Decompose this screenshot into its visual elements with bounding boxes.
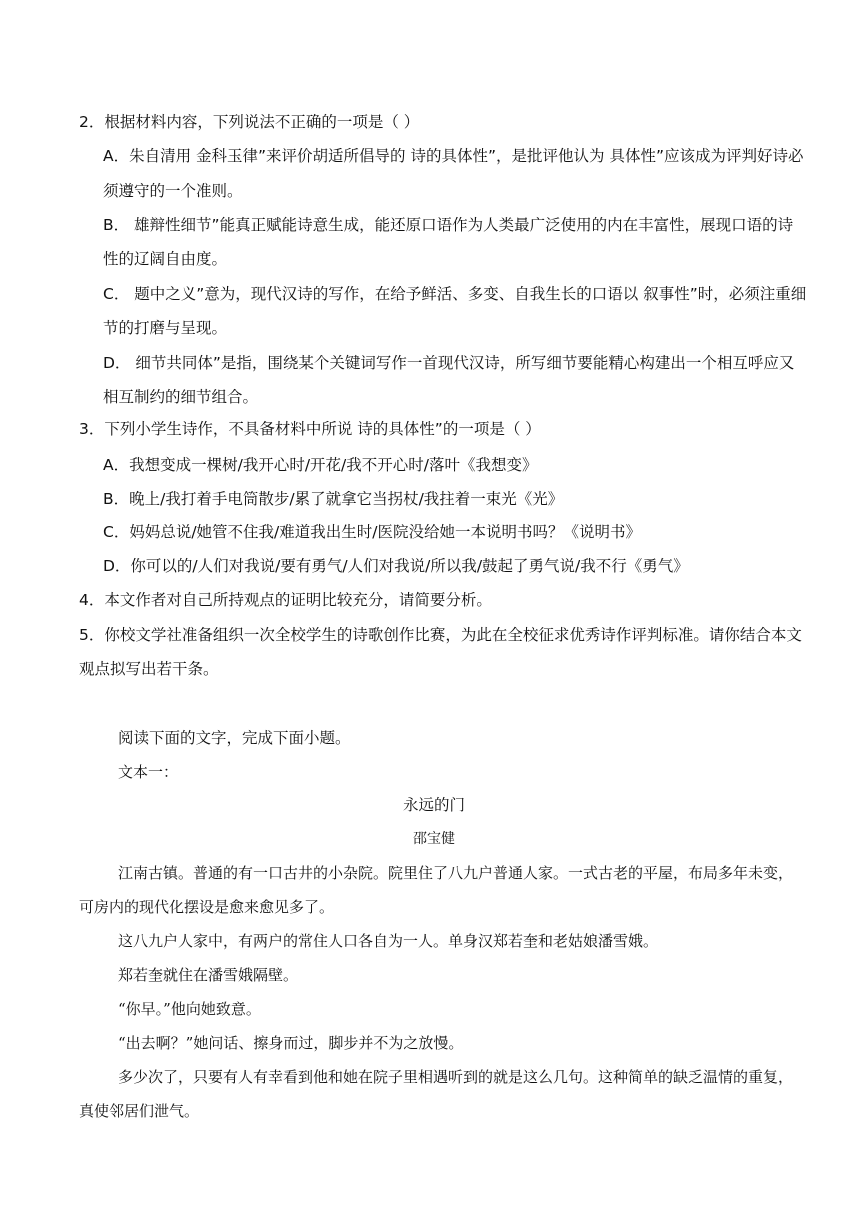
question-4: 4．本文作者对自己所持观点的证明比较充分，请简要分析。 — [79, 591, 492, 609]
passage-paragraph-1: 江南古镇。普通的有一口古井的小杂院。院里住了八九户普通人家。一式古老的平屋，布局多年未变， — [118, 864, 794, 882]
question-2-option-d: D． 细节共同体”是指，围绕某个关键词写作一首现代汉诗，所写细节要能精心构建出一个相互呼应又 — [103, 354, 795, 372]
question-3-option-d: D．你可以的/人们对我说/要有勇气/人们对我说/所以我/鼓起了勇气说/我不行《勇气》 — [103, 557, 689, 575]
passage-paragraph-5: “出去啊？”她问话、擦身而过，脚步并不为之放慢。 — [118, 1034, 464, 1052]
question-2-option-a: A．朱自清用 金科玉律”来评价胡适所倡导的 诗的具体性”，是批评他认为 具体性”应该成为评判好诗必 — [103, 147, 804, 165]
passage-paragraph-6: 多少次了，只要有人有幸看到他和她在院子里相遇听到的就是这么几句。这种简单的缺乏温情的重复， — [118, 1068, 794, 1086]
passage-paragraph-3: 郑若奎就住在潘雪娥隔壁。 — [118, 966, 299, 984]
text-label: 文本一： — [118, 763, 179, 781]
question-2-option-d-cont: 相互制约的细节组合。 — [103, 388, 259, 406]
question-3-stem: 3．下列小学生诗作，不具备材料中所说 诗的具体性”的一项是（ ） — [79, 420, 541, 438]
question-5-cont: 观点拟写出若干条。 — [79, 660, 219, 678]
question-2-option-b-cont: 性的辽阔自由度。 — [103, 250, 228, 268]
passage-title: 永远的门 — [402, 796, 465, 814]
passage-paragraph-2: 这八九户人家中，有两户的常住人口各自为一人。单身汉郑若奎和老姑娘潘雪娥。 — [118, 932, 659, 950]
passage-author: 邵宝健 — [413, 831, 455, 847]
question-3-option-a: A．我想变成一棵树/我开心时/开花/我不开心时/落叶《我想变》 — [103, 456, 538, 474]
question-3-option-c: C．妈妈总说/她管不住我/难道我出生时/医院没给她一本说明书吗？《说明书》 — [103, 523, 641, 541]
passage-paragraph-6-cont: 真使邻居们泄气。 — [79, 1102, 200, 1120]
question-3-option-b: B．晚上/我打着手电筒散步/累了就拿它当拐杖/我拄着一束光《光》 — [103, 490, 564, 508]
passage-paragraph-4: “你早。”他向她致意。 — [118, 1000, 261, 1018]
question-5: 5．你校文学社准备组织一次全校学生的诗歌创作比赛，为此在全校征求优秀诗作评判标准。请你结合本文 — [79, 626, 802, 644]
question-2-stem: 2．根据材料内容，下列说法不正确的一项是（ ） — [79, 113, 420, 131]
question-2-option-c-cont: 节的打磨与呈现。 — [103, 319, 228, 337]
question-2-option-c: C． 题中之义”意为，现代汉诗的写作，在给予鲜活、多变、自我生长的口语以 叙事性”时，必须注重细 — [103, 285, 807, 303]
reading-instruction: 阅读下面的文字，完成下面小题。 — [118, 729, 351, 747]
question-2-option-a-cont: 须遵守的一个准则。 — [103, 182, 243, 200]
passage-paragraph-1-cont: 可房内的现代化摆设是愈来愈见多了。 — [79, 898, 335, 916]
question-2-option-b: B． 雄辩性细节”能真正赋能诗意生成，能还原口语作为人类最广泛使用的内在丰富性，展现口语的诗 — [103, 216, 794, 234]
